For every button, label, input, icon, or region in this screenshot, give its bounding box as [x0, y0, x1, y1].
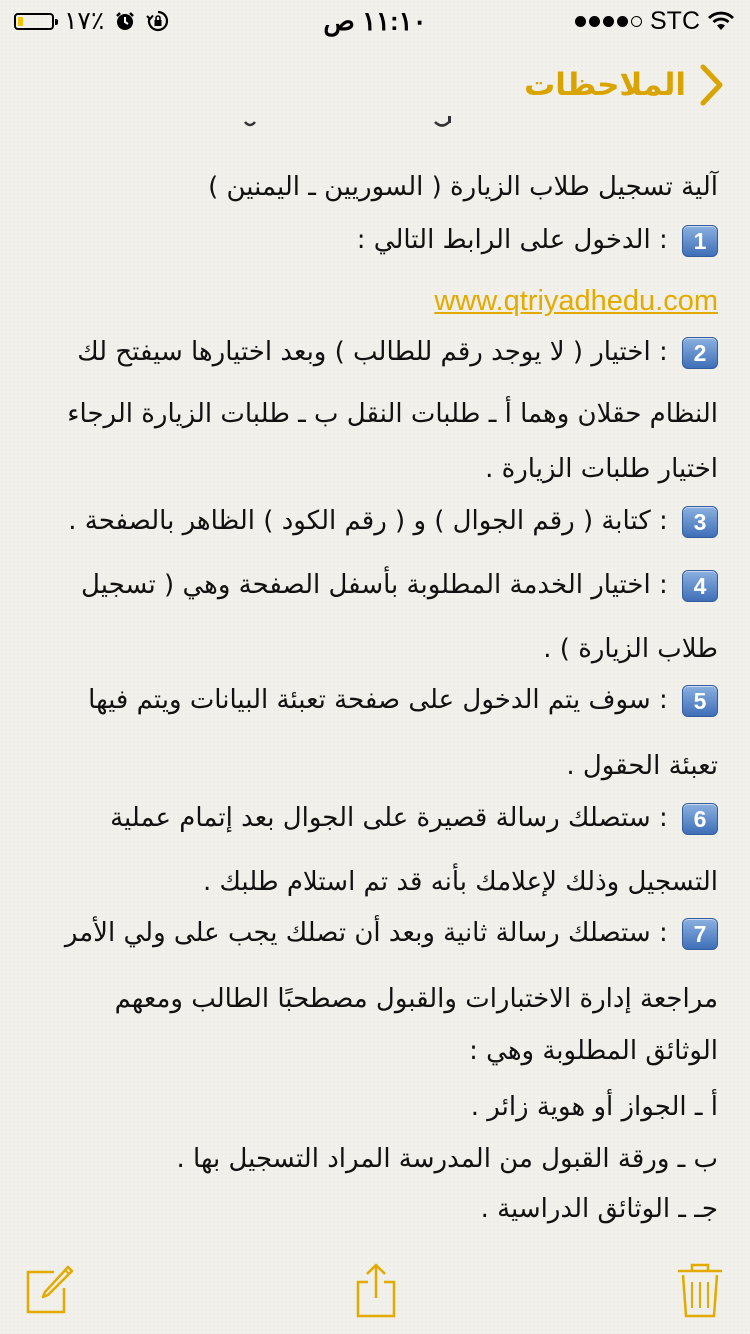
step-2 [77, 327, 718, 377]
trash-icon[interactable] [674, 1262, 726, 1318]
required-doc-a: أ ـ الجواز أو هوية زائر . [470, 1092, 718, 1122]
share-icon[interactable] [350, 1262, 402, 1318]
step-5 [88, 675, 718, 725]
step-2-line-2: النظام حقلان وهما أ ـ طلبات النقل ب ـ طلبات الزيارة الرجاء [67, 399, 718, 429]
step-number-badge: 7 [682, 918, 718, 950]
step-4-line-2: طلاب الزيارة ) . [543, 634, 718, 664]
wifi-icon [708, 11, 734, 31]
badge-colon: : [658, 337, 668, 367]
back-label: الملاحظات [524, 67, 686, 103]
signal-dot [617, 16, 628, 27]
signal-dot [589, 16, 600, 27]
step-2-text: اختيار ( لا يوجد رقم للطالب ) وبعد اختيارها سيفتح لك [77, 337, 651, 367]
step-number-badge: 1 [682, 225, 718, 257]
step-5-line-2: تعبئة الحقول . [566, 751, 718, 781]
step-7-line-3: الوثائق المطلوبة وهي : [469, 1036, 718, 1066]
signal-dot [575, 16, 586, 27]
required-doc-c: جـ ـ الوثائق الدراسية . [480, 1194, 718, 1224]
badge-colon: : [658, 803, 668, 833]
step-6-text: ستصلك رسالة قصيرة على الجوال بعد إتمام عملية [110, 803, 651, 833]
step-5-text: سوف يتم الدخول على صفحة تعبئة البيانات ويتم فيها [88, 685, 651, 715]
back-button[interactable] [524, 60, 726, 110]
badge-colon: : [658, 225, 668, 255]
website-link[interactable]: www.qtriyadhedu.com [434, 285, 718, 317]
badge-colon: : [658, 570, 668, 600]
status-time: ١١:١٠ ص [323, 6, 427, 36]
step-7 [65, 908, 718, 958]
battery-percent: ١٧٪ [64, 7, 105, 35]
step-number-badge: 4 [682, 570, 718, 602]
required-doc-b: ب ـ ورقة القبول من المدرسة المراد التسجيل بها . [176, 1144, 718, 1174]
badge-colon: : [658, 918, 668, 948]
badge-colon: : [658, 506, 668, 536]
signal-dot [603, 16, 614, 27]
step-1 [357, 215, 718, 265]
step-4 [81, 560, 718, 610]
chevron-right-icon [696, 63, 726, 107]
step-7-line-2: مراجعة إدارة الاختبارات والقبول مصطحبًا الطالب ومعهم [114, 984, 718, 1014]
step-6-line-2: التسجيل وذلك لإعلامك بأنه قد تم استلام طلبك . [202, 867, 718, 897]
step-3-text: كتابة ( رقم الجوال ) و ( رقم الكود ) الظاهر بالصفحة . [68, 506, 651, 536]
scrolled-text-fragment [240, 116, 540, 136]
compose-icon[interactable] [24, 1262, 76, 1318]
step-2-line-3: اختيار طلبات الزيارة . [485, 454, 718, 484]
badge-colon: : [658, 685, 668, 715]
step-number-badge: 2 [682, 337, 718, 369]
note-title: آلية تسجيل طلاب الزيارة ( السوريين ـ اليمنين ) [208, 172, 718, 202]
signal-strength-icon [575, 16, 642, 27]
step-number-badge: 3 [682, 506, 718, 538]
signal-dot [631, 16, 642, 27]
step-6 [110, 793, 718, 843]
step-4-text: اختيار الخدمة المطلوبة بأسفل الصفحة وهي ( تسجيل [81, 570, 651, 600]
step-3 [68, 496, 718, 546]
step-7-text: ستصلك رسالة ثانية وبعد أن تصلك يجب على ولي الأمر [64, 918, 651, 948]
step-number-badge: 6 [682, 803, 718, 835]
step-1-text: الدخول على الرابط التالي : [356, 225, 651, 255]
status-bar [0, 0, 750, 40]
carrier-name: STC [650, 6, 700, 35]
step-number-badge: 5 [682, 685, 718, 717]
status-right [575, 6, 734, 36]
